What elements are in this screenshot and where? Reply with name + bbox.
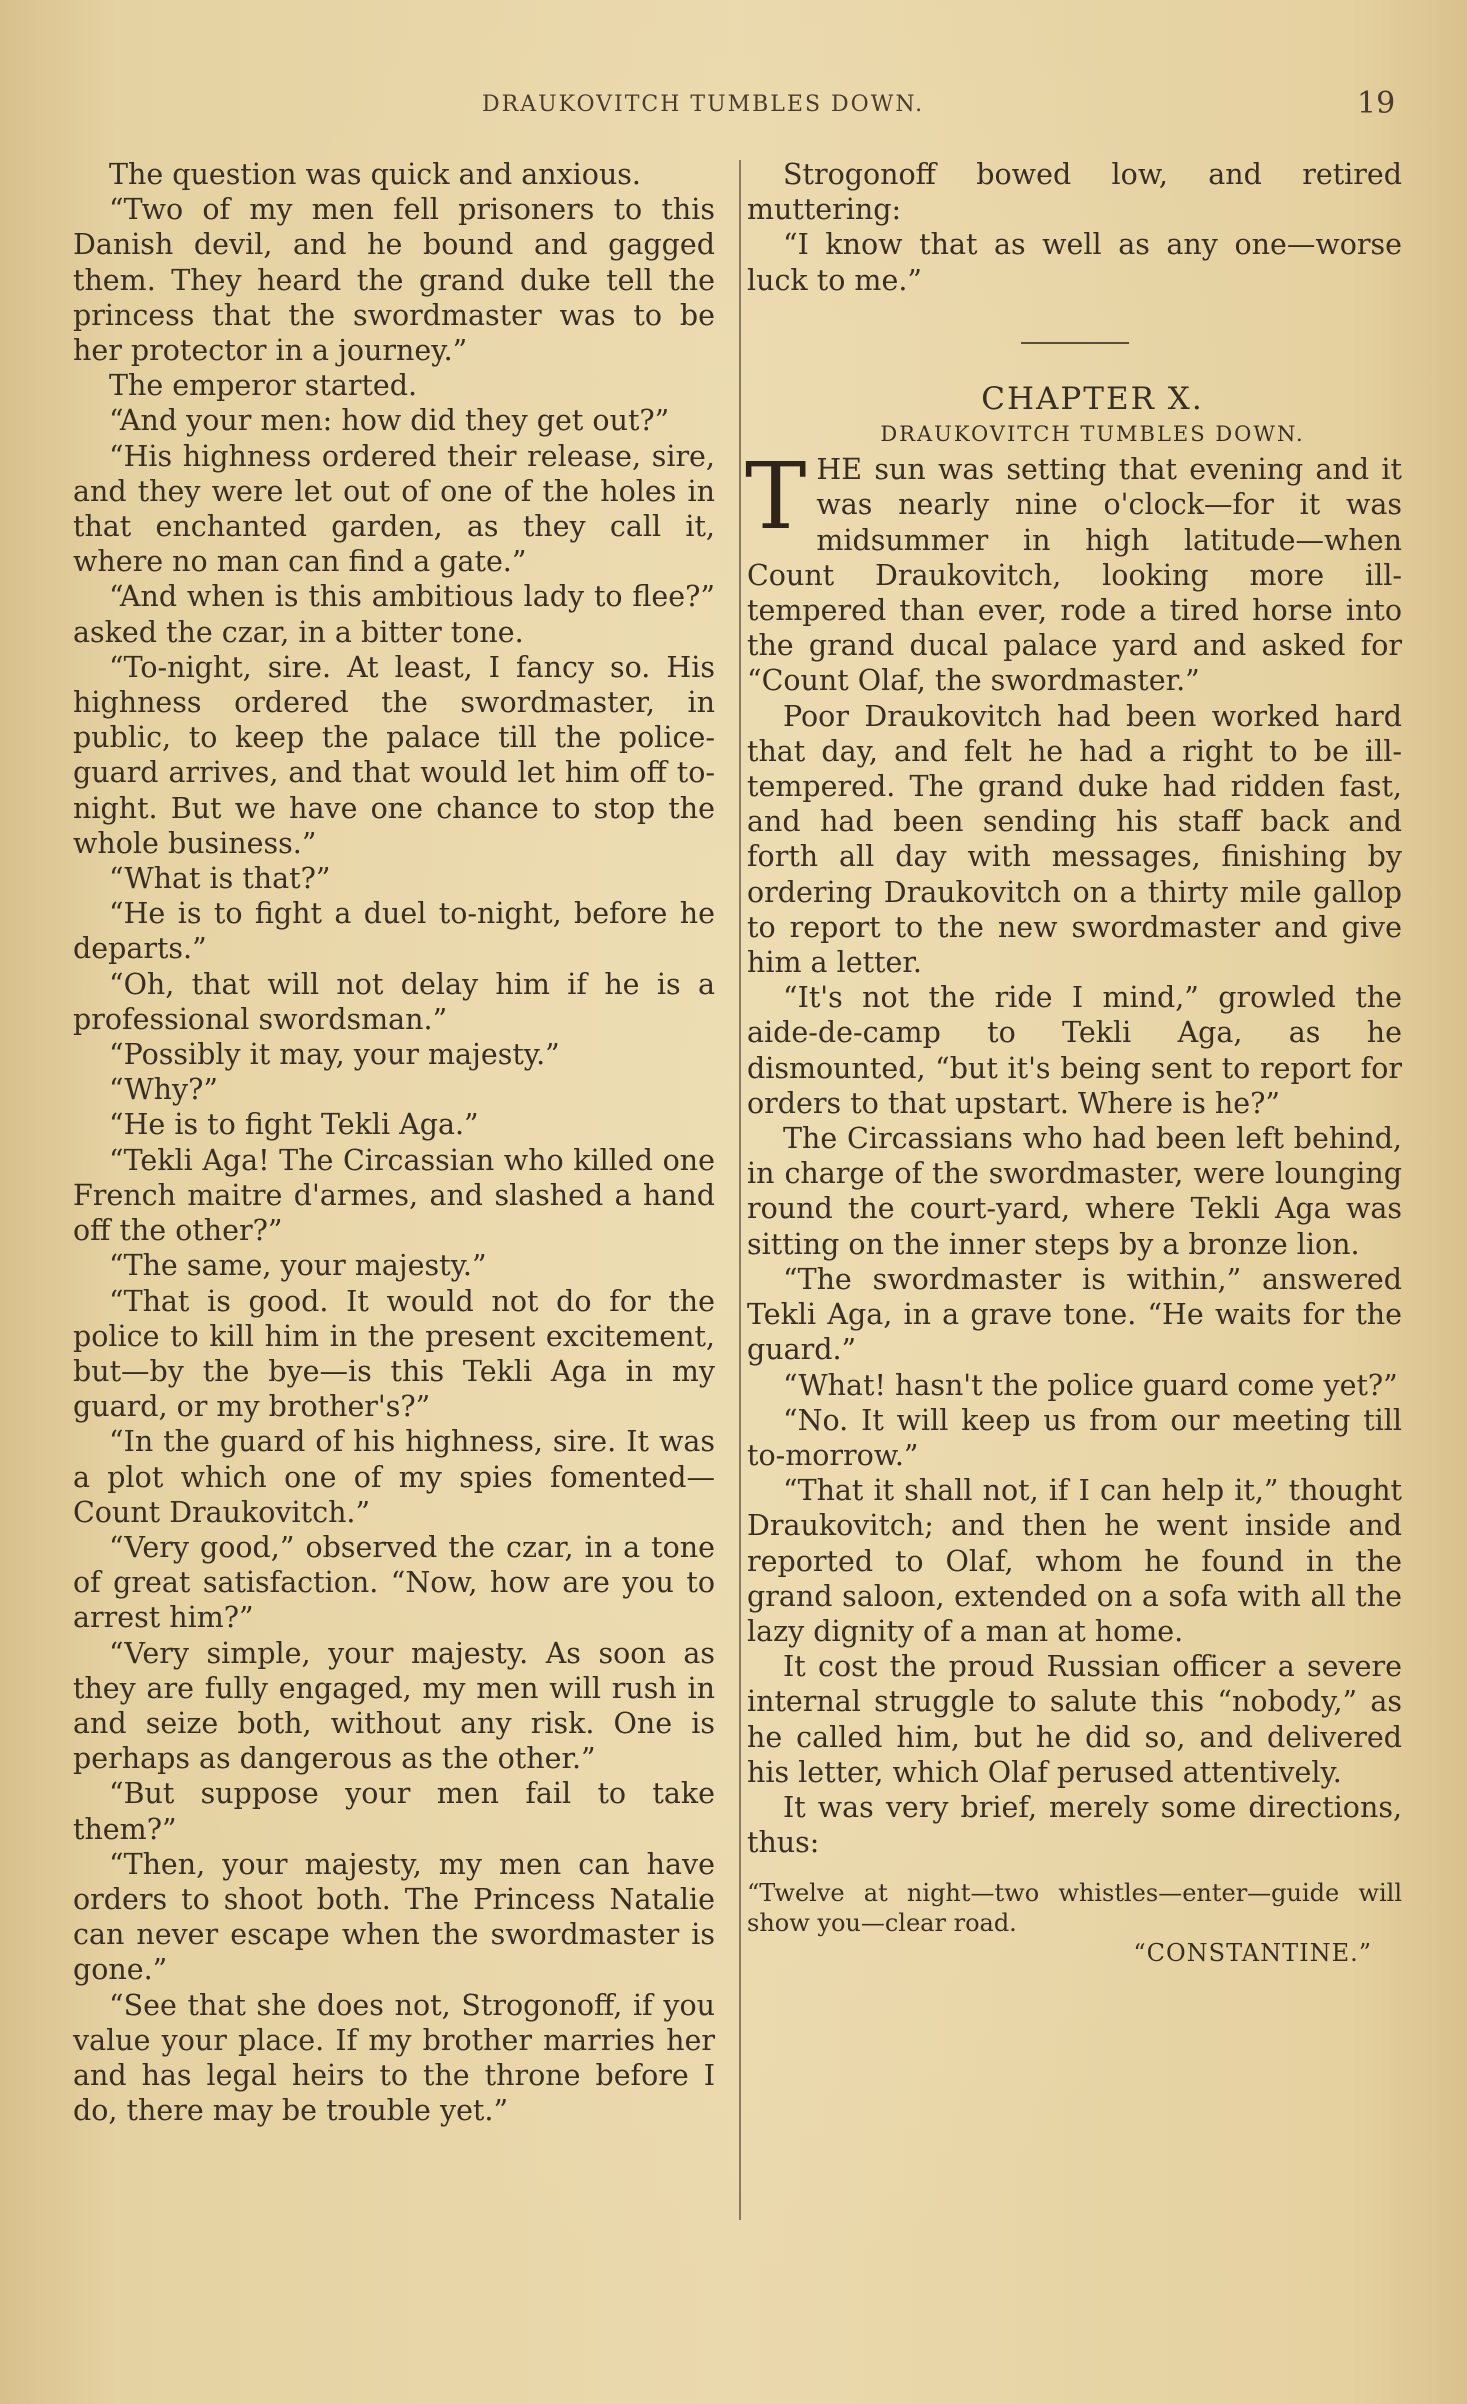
chapter-opening-paragraph — [745, 443, 1402, 698]
paragraph: “Why?” — [109, 1073, 218, 1107]
paragraph: “He is to fight a duel to-night, before he departs.” — [73, 897, 715, 966]
paragraph: It cost the proud Russian officer a severe internal struggle to salute this “nobody,” as he called him, but he did so, and delivered his letter, which Olaf perused attentively. — [747, 1650, 1402, 1789]
paragraph: “Oh, that will not delay him if he is a professional swordsman.” — [73, 967, 715, 1036]
paragraph: “His highness ordered their release, sire, and they were let out of one of the holes in that enchanted garden, as they call it, where no man can find a gate.” — [73, 439, 715, 579]
chapter-subtitle: DRAUKOVITCH TUMBLES DOWN. — [880, 422, 1305, 447]
paragraph: It was very brief, merely some directions, thus: — [747, 1790, 1402, 1860]
drop-cap: T — [745, 443, 807, 551]
running-title: DRAUKOVITCH TUMBLES DOWN. — [482, 92, 925, 117]
paragraph: “And when is this ambitious lady to flee?” asked the czar, in a bitter tone. — [73, 580, 715, 649]
paragraph: “Very good,” observed the czar, in a tone of great satisfaction. “Now, how are you to arrest him?” — [73, 1530, 715, 1635]
paragraph: “That it shall not, if I can help it,” thought Draukovitch; and then he went inside and reported to Olaf, whom he found in the grand saloon, extended on a sofa with all the lazy dignity of a man at home. — [747, 1474, 1402, 1648]
paragraph: “No. It will keep us from our meeting till to-morrow.” — [747, 1403, 1402, 1472]
paragraph: “In the guard of his highness, sire. It was a plot which one of my spies fomented—Count Draukovitch.” — [73, 1425, 715, 1529]
paragraph: The emperor started. — [109, 369, 418, 403]
letter-signature: “CONSTANTINE.” — [1133, 1939, 1372, 1968]
paragraph: “Two of my men fell prisoners to this Danish devil, and he bound and gagged them. They heard the grand duke tell the princess that the swordmaster was to be her protector in a journey.” — [73, 193, 715, 368]
paragraph: “The same, your majesty.” — [109, 1249, 487, 1283]
paragraph: The question was quick and anxious. — [109, 158, 641, 191]
paragraph: “Tekli Aga! The Circassian who killed one French maitre d'armes, and slashed a hand off the other?” — [73, 1143, 715, 1248]
section-rule — [1021, 342, 1129, 344]
paragraph: “Very simple, your majesty. As soon as they are fully engaged, my men will rush in and seize both, without any risk. One is perhaps as dangerous as the other.” — [73, 1636, 715, 1776]
chapter-heading: CHAPTER X. — [981, 380, 1204, 417]
left-column — [73, 157, 715, 2128]
paragraph: “See that she does not, Strogonoff, if you value your place. If my brother marries her and has legal heirs to the throne before I do, there may be trouble yet.” — [73, 1988, 715, 2128]
paragraph: “He is to fight Tekli Aga.” — [109, 1108, 479, 1142]
paragraph: “But suppose your men fail to take them?” — [73, 1777, 715, 1846]
page-number: 19 — [1357, 86, 1396, 121]
paragraph: “It's not the ride I mind,” growled the aide-de-camp to Tekli Aga, as he dismounted, “but it's being sent to report for orders to that upstart. Where is he?” — [747, 981, 1402, 1120]
paragraph: “Then, your majesty, my men can have orders to shoot both. The Princess Natalie can never escape when the swordmaster is gone.” — [73, 1847, 715, 1987]
running-head — [0, 86, 1467, 126]
paragraph: “To-night, sire. At least, I fancy so. His highness ordered the swordmaster, in public, to keep the palace till the police-guard arrives, and that would let him off to-night. But we have one chance to stop the whole business.” — [73, 650, 715, 860]
paragraph: The Circassians who had been left behind, in charge of the swordmaster, were lounging round the court-yard, where Tekli Aga was sitting on the inner steps by a bronze lion. — [747, 1122, 1402, 1261]
right-column — [747, 157, 1402, 1968]
paragraph: Poor Draukovitch had been worked hard that day, and felt he had a right to be ill-tempered. The grand duke had ridden fast, and had been sending his staff back and forth all day with messages, finishing by ordering Draukovitch on a thirty mile gallop to report to the new swordmaster and give him a letter. — [747, 699, 1402, 980]
quoted-letter — [747, 1878, 1402, 1968]
opening-text: HE sun was setting that evening and it was nearly nine o'clock—for it was midsummer in high latitude—when Count Draukovitch, looking more ill-tempered than ever, rode a tired horse into the grand ducal palace yard and asked for “Count Olaf, the swordmaster.” — [747, 453, 1402, 698]
letter-text: “Twelve at night—two whistles—enter—guide will show you—clear road. — [747, 1879, 1402, 1938]
paragraph: “What! hasn't the police guard come yet?” — [783, 1368, 1398, 1402]
paragraph: “What is that?” — [109, 862, 331, 896]
paragraph: Strogonoff bowed low, and retired muttering: — [747, 158, 1402, 227]
paragraph: “The swordmaster is within,” answered Tekli Aga, in a grave tone. “He waits for the guard.” — [747, 1262, 1402, 1367]
paragraph: “Possibly it may, your majesty.” — [109, 1038, 560, 1072]
paragraph: “I know that as well as any one—worse luck to me.” — [747, 228, 1402, 297]
paragraph: “And your men: how did they get out?” — [109, 404, 670, 438]
paragraph: “That is good. It would not do for the police to kill him in the present excitement, but—by the bye—is this Tekli Aga in my guard, or my brother's?” — [73, 1284, 715, 1424]
column-divider — [739, 160, 741, 2220]
